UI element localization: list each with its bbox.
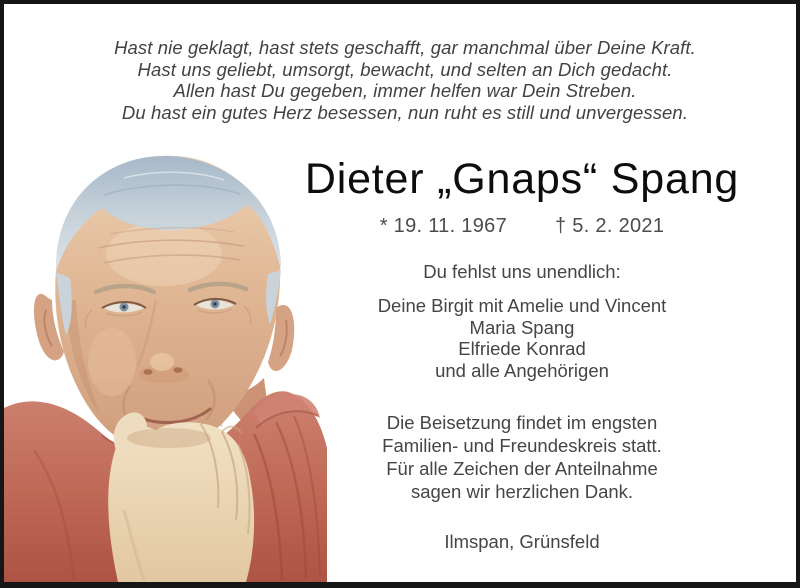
mourner-line: Deine Birgit mit Amelie und Vincent bbox=[377, 295, 667, 316]
poem-line: Allen hast Du gegeben, immer helfen war Dein Streben. bbox=[173, 80, 637, 101]
birth-date: * 19. 11. 1967 bbox=[379, 215, 508, 237]
funeral-line: Die Beisetzung findet im engsten bbox=[386, 412, 658, 433]
mourner-line: Elfriede Konrad bbox=[458, 338, 586, 360]
deceased-name: Dieter „Gnaps“ Spang bbox=[304, 155, 740, 203]
notice-text-column bbox=[292, 4, 752, 582]
life-dates bbox=[292, 214, 752, 238]
mourner-line: und alle Angehörigen bbox=[435, 360, 609, 382]
farewell-line: Du fehlst uns unendlich: bbox=[423, 261, 621, 282]
funeral-line: Familien- und Freundeskreis statt. bbox=[382, 435, 662, 456]
mourner-line: Maria Spang bbox=[469, 316, 575, 338]
funeral-line: sagen wir herzlichen Dank. bbox=[410, 481, 634, 502]
place-line: Ilmspan, Grünsfeld bbox=[444, 531, 600, 552]
poem-line: Hast nie geklagt, hast stets geschafft, gar manchmal über Deine Kraft. bbox=[114, 37, 696, 58]
poem-line: Du hast ein gutes Herz besessen, nun ruht es still und unvergessen. bbox=[121, 101, 689, 123]
funeral-info bbox=[292, 411, 752, 503]
death-date: † 5. 2. 2021 bbox=[555, 215, 665, 237]
poem-line: Hast uns geliebt, umsorgt, bewacht, und selten an Dich gedacht. bbox=[137, 58, 673, 80]
funeral-line: Für alle Zeichen der Anteilnahme bbox=[386, 458, 658, 479]
mourners-list bbox=[292, 295, 752, 382]
